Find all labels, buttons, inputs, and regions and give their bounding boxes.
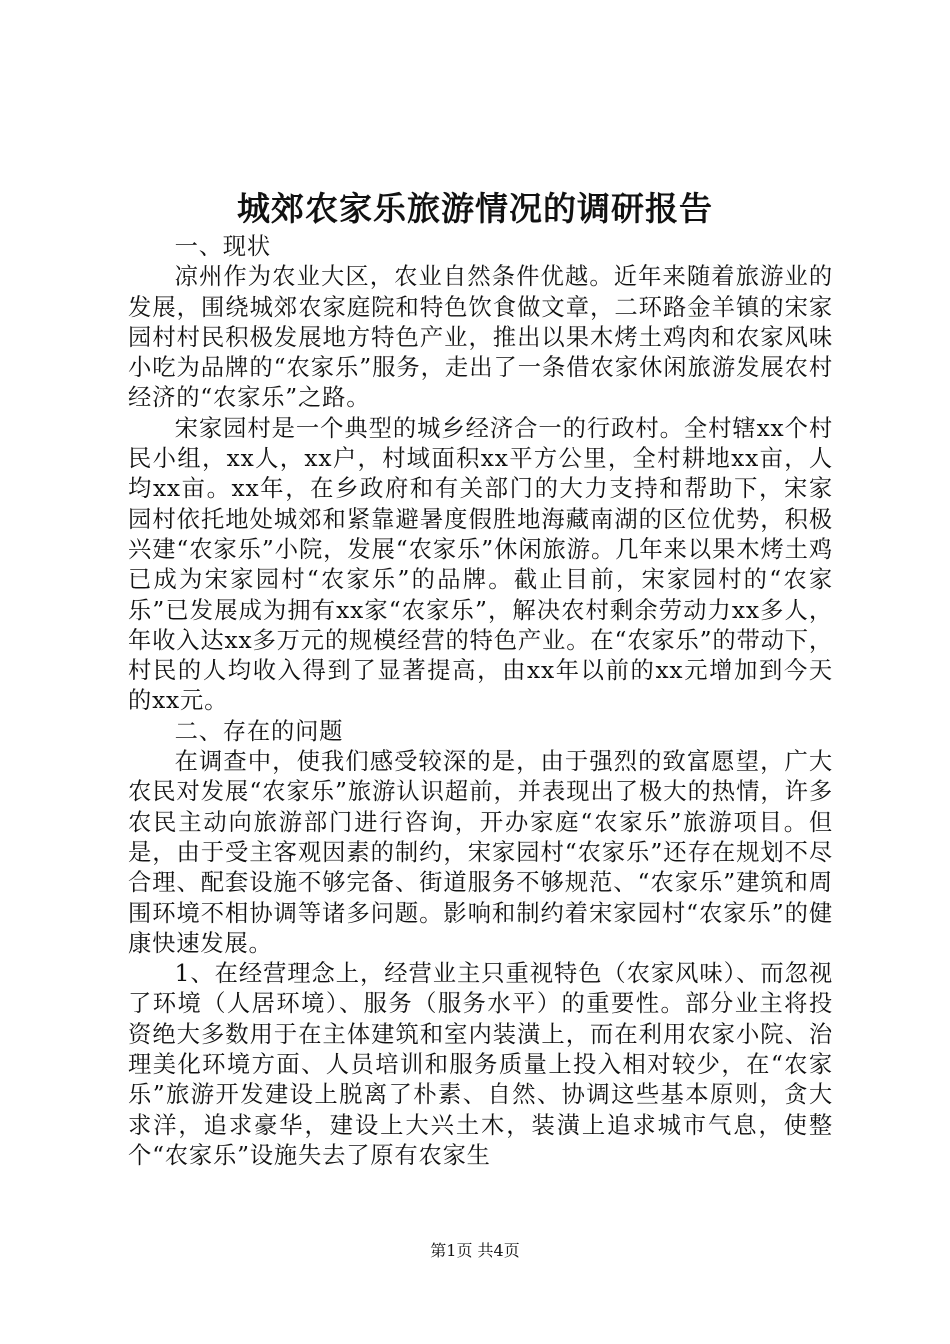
document-title: 城郊农家乐旅游情况的调研报告 bbox=[237, 189, 713, 228]
paragraph: 1、在经营理念上，经营业主只重视特色（农家风味）、而忽视了环境（人居环境）、服务（服务水平）的重要性。部分业主将投资绝大多数用于在主体建筑和室内装潢上，而在利用农家小院、治理美化环境方面、人员培训和服务质量上投入相对较少，在“农家乐”旅游开发建设上脱离了朴素、自然、协调这些基本原则，贪大求洋，追求豪华，建设上大兴土木，装潢上追求城市气息，使整个“农家乐”设施失去了原有农家生 bbox=[128, 960, 833, 1169]
paragraph: 在调查中，使我们感受较深的是，由于强烈的致富愿望，广大农民对发展“农家乐”旅游认识超前，并表现出了极大的热情，许多农民主动向旅游部门进行咨询，开办家庭“农家乐”旅游项目。但是，由于受主客观因素的制约，宋家园村“农家乐”还存在规划不尽合理、配套设施不够完备、街道服务不够规范、“农家乐”建筑和周围环境不相协调等诸多问题。影响和制约着宋家园村“农家乐”的健康快速发展。 bbox=[128, 748, 833, 957]
paragraph: 宋家园村是一个典型的城乡经济合一的行政村。全村辖xx个村民小组，xx人，xx户，村域面积xx平方公里，全村耕地xx亩，人均xx亩。xx年，在乡政府和有关部门的大力支持和帮助下，宋家园村依托地处城郊和紧靠避暑度假胜地海藏南湖的区位优势，积极兴建“农家乐”小院，发展“农家乐”休闲旅游。几年来以果木烤土鸡已成为宋家园村“农家乐”的品牌。截止目前，宋家园村的“农家乐”已发展成为拥有xx家“农家乐”，解决农村剩余劳动力xx多人，年收入达xx多万元的规模经营的特色产业。在“农家乐”的带动下，村民的人均收入得到了显著提高，由xx年以前的xx元增加到今天的xx元。 bbox=[128, 414, 833, 715]
section-heading-status: 一、现状 bbox=[174, 233, 271, 260]
section-heading-problems: 二、存在的问题 bbox=[174, 717, 344, 745]
page-number-footer: 第1页 共4页 bbox=[430, 1241, 520, 1260]
paragraph: 凉州作为农业大区，农业自然条件优越。近年来随着旅游业的发展，围绕城郊农家庭院和特色饮食做文章，二环路金羊镇的宋家园村村民积极发展地方特色产业，推出以果木烤土鸡肉和农家风味小吃为品牌的“农家乐”服务，走出了一条借农家休闲旅游发展农村经济的“农家乐”之路。 bbox=[128, 263, 833, 412]
document-body bbox=[128, 232, 833, 1171]
